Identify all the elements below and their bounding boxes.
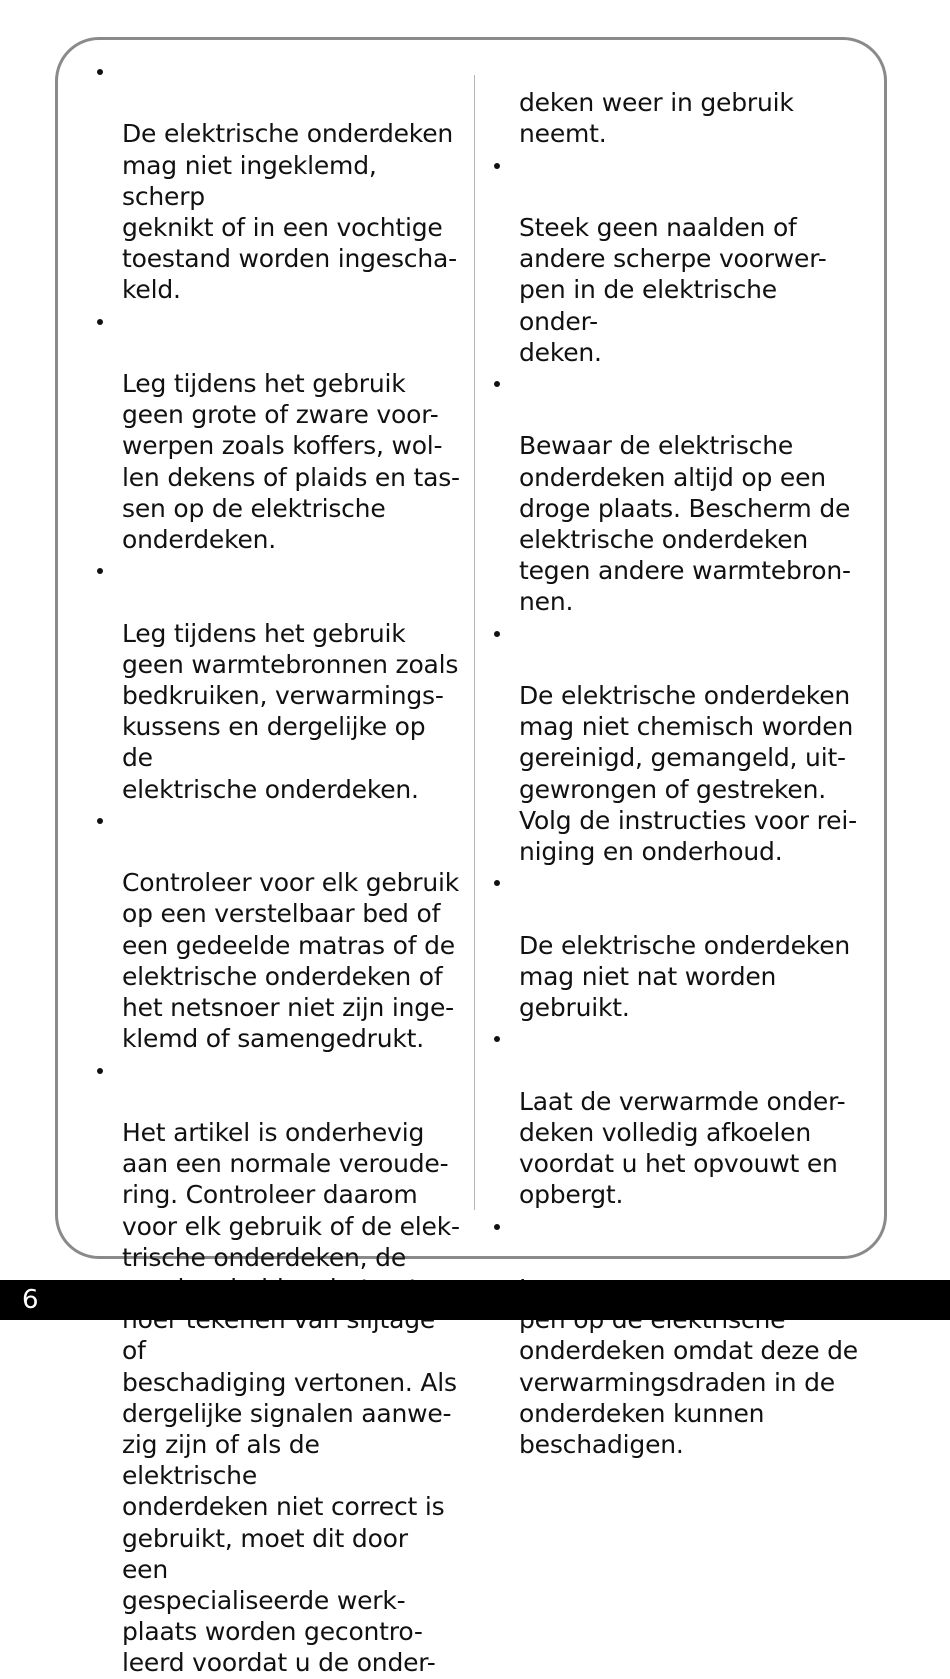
column-divider	[474, 75, 475, 1210]
list-item	[492, 1023, 862, 1210]
bullet-icon	[97, 818, 103, 824]
list-item	[492, 867, 862, 1023]
list-item-text: Leg tijdens het gebruik geen warmtebronnen zoals bedkruiken, verwarmings- kussens en dergelijke op de elektrische onderdeken.	[122, 618, 459, 804]
list-item	[492, 150, 862, 368]
page-number: 6	[22, 1285, 39, 1315]
list-item-text: Steek geen naalden of andere scherpe voorwer- pen in de elektrische onder- deken.	[519, 213, 827, 367]
bullet-icon	[97, 568, 103, 574]
list-item	[95, 1055, 460, 1679]
list-item-continuation	[492, 56, 862, 150]
list-item-text: De elektrische onderdeken mag niet chemisch worden gereinigd, gemangeld, uit- gewrongen of gestreken. Volg de instructies voor rei- niging en onderhoud.	[519, 681, 857, 867]
list-item-text: Bewaar de elektrische onderdeken altijd op een droge plaats. Bescherm de elektrische onderdeken tegen andere warmtebron- nen.	[519, 431, 851, 617]
list-item	[492, 618, 862, 868]
bullet-icon	[97, 69, 103, 75]
list-item-text: Controleer voor elk gebruik op een verstelbaar bed of een gedeelde matras of de elektrische onderdeken of het netsnoer niet zijn inge- klemd of samengedrukt.	[122, 868, 459, 1054]
list-item-text: Laat de verwarmde onder- deken volledig afkoelen voordat u het opvouwt en opbergt.	[519, 1086, 846, 1210]
bullet-icon	[97, 1068, 103, 1074]
bullet-icon	[494, 631, 500, 637]
list-item-text: Het artikel is onderhevig aan een normale veroude- ring. Controleer daarom voor elk gebruik of de elek- trische onderdeken, de of beschadiging vertonen. Als dergelijke signalen aanwe- zig zijn of als de elektrische onderdeken niet correct is gebruikt, moet dit door een gespecialiseerde werk- plaats worden gecontro- leerd voordat u de onder-	[122, 1117, 460, 1678]
bullet-icon	[494, 1036, 500, 1042]
list-item	[95, 805, 460, 1055]
list-item	[492, 368, 862, 618]
list-item-text: De elektrische onderdeken mag niet nat worden gebruikt.	[519, 930, 851, 1023]
bullet-icon	[494, 1224, 500, 1230]
list-item	[492, 1211, 862, 1461]
bullet-icon	[97, 319, 103, 325]
left-column	[95, 56, 460, 1679]
list-item	[95, 306, 460, 556]
right-column	[492, 56, 862, 1460]
list-item	[95, 56, 460, 306]
bullet-icon	[494, 381, 500, 387]
footer-bar	[0, 1280, 950, 1320]
list-item-text: De elektrische onderdeken mag niet ingeklemd, scherp geknikt of in een vochtige toestand worden ingescha- keld.	[122, 119, 457, 305]
list-item-text: onderdeken omdat deze de verwarmingsdraden in de onderdeken kunnen beschadigen.	[519, 1336, 858, 1459]
list-item-text: deken weer in gebruik neemt.	[519, 88, 794, 149]
list-item-text: Leg tijdens het gebruik geen grote of zware voor- werpen zoals koffers, wol- len dekens of plaids en tas- sen op de elektrische onderdeken.	[122, 369, 460, 555]
list-item	[95, 555, 460, 805]
bullet-icon	[494, 880, 500, 886]
bullet-icon	[494, 163, 500, 169]
